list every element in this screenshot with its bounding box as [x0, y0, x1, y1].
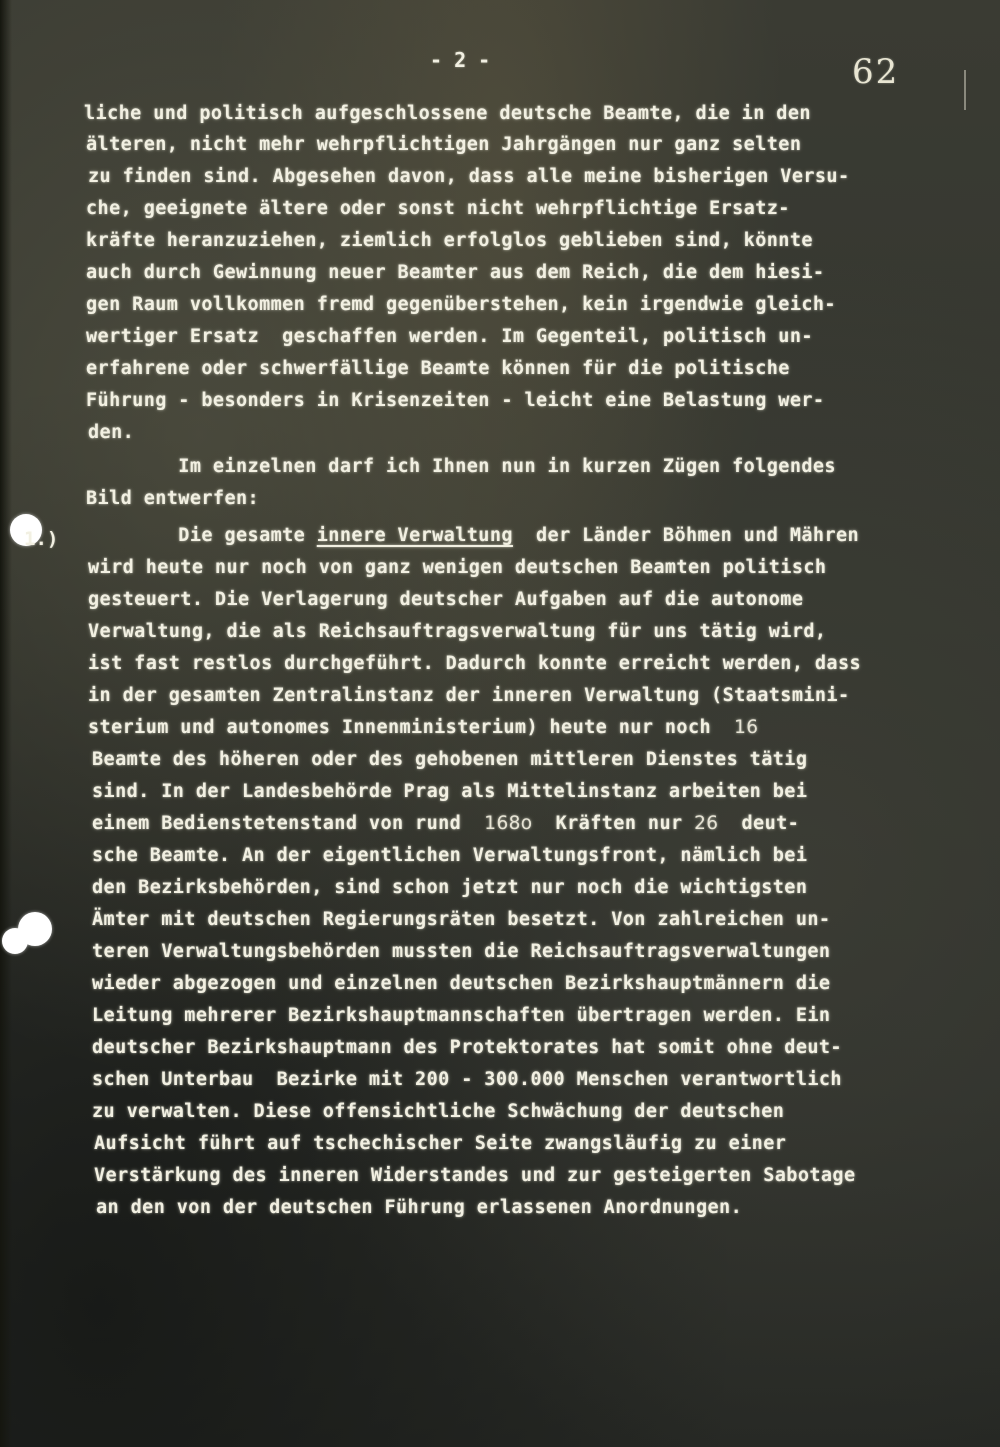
text-segment [533, 813, 556, 834]
text-line: wieder abgezogen und einzelnen deutschen Bezirkshauptmännern die [92, 973, 831, 994]
text-segment: deut- [741, 813, 800, 834]
text-line: Im einzelnen darf ich Ihnen nun in kurzen Zügen folgendes [86, 456, 836, 477]
text-line: ist fast restlos durchgeführt. Dadurch konnte erreicht werden, dass [88, 653, 862, 674]
text-segment: einem Bedienstetenstand von rund [92, 813, 462, 834]
text-line: Aufsicht führt auf tschechischer Seite zwangsläufig zu einer [94, 1133, 787, 1154]
text-line: deutscher Bezirkshauptmann des Protektorates hat somit ohne deut- [92, 1037, 842, 1058]
text-line: wertiger Ersatz geschaffen werden. Im Gegenteil, politisch un- [86, 326, 813, 347]
text-segment [711, 717, 734, 738]
page-edge-shadow [0, 0, 12, 1447]
text-line: sind. In der Landesbehörde Prag als Mittelinstanz arbeiten bei [92, 781, 808, 802]
text-segment: der Länder Böhmen und Mähren [512, 525, 860, 546]
folio-number: 62 [852, 52, 900, 92]
text-line [86, 525, 859, 547]
text-line: Verstärkung des inneren Widerstandes und zur gesteigerten Sabotage [94, 1165, 856, 1186]
punch-hole [2, 928, 28, 954]
page-number: - 2 - [430, 48, 491, 72]
text-line: auch durch Gewinnung neuer Beamter aus dem Reich, die dem hiesi- [86, 262, 825, 283]
text-segment: sterium und autonomes Innenministerium) heute nur noch [88, 717, 712, 738]
text-line: gen Raum vollkommen fremd gegenüberstehen, kein irgendwie gleich- [86, 294, 836, 315]
text-line: Bild entwerfen: [86, 488, 260, 509]
text-line: kräfte heranzuziehen, ziemlich erfolglos geblieben sind, könnte [86, 230, 813, 251]
text-line: Ämter mit deutschen Regierungsräten besetzt. Von zahlreichen un- [92, 909, 831, 930]
text-line: Verwaltung, die als Reichsauftragsverwaltung für uns tätig wird, [88, 621, 827, 642]
text-segment: Kräften nur [555, 813, 695, 834]
text-segment [461, 813, 484, 834]
inserted-number: 16 [734, 717, 759, 738]
text-line: zu verwalten. Diese offensichtliche Schwächung der deutschen [92, 1101, 785, 1122]
text-line: wird heute nur noch von ganz wenigen deutschen Beamten politisch [88, 557, 827, 578]
text-line: che, geeignete ältere oder sonst nicht wehrpflichtige Ersatz- [86, 198, 790, 219]
text-line [88, 717, 758, 739]
scratch-mark [964, 70, 966, 110]
text-line: erfahrene oder schwerfällige Beamte können für die politische [86, 358, 790, 379]
inserted-number: 168o [484, 813, 533, 834]
text-line: Beamte des höheren oder des gehobenen mittleren Dienstes tätig [92, 749, 808, 770]
text-line [92, 813, 799, 835]
text-line: den. [88, 422, 135, 443]
text-line: sche Beamte. An der eigentlichen Verwaltungsfront, nämlich bei [92, 845, 808, 866]
text-line: schen Unterbau Bezirke mit 200 - 300.000 Menschen verantwortlich [92, 1069, 842, 1090]
list-marker: 1.) [24, 528, 59, 550]
text-line: Leitung mehrerer Bezirkshauptmannschaften übertragen werden. Ein [92, 1005, 831, 1026]
text-line: Führung - besonders in Krisenzeiten - leicht eine Belastung wer- [86, 390, 825, 411]
text-line: in der gesamten Zentralinstanz der inneren Verwaltung (Staatsmini- [88, 685, 850, 706]
text-line: teren Verwaltungsbehörden mussten die Reichsauftragsverwaltungen [92, 941, 831, 962]
underlined-term: innere Verwaltung [316, 525, 513, 546]
text-line: den Bezirksbehörden, sind schon jetzt nur noch die wichtigsten [92, 877, 808, 898]
text-segment: Die gesamte [86, 525, 317, 546]
inserted-number: 26 [694, 813, 719, 834]
text-line: älteren, nicht mehr wehrpflichtigen Jahrgängen nur ganz selten [86, 134, 802, 155]
text-line: an den von der deutschen Führung erlassenen Anordnungen. [96, 1197, 743, 1218]
text-segment [718, 813, 741, 834]
text-line: liche und politisch aufgeschlossene deutsche Beamte, die in den [84, 103, 811, 124]
text-line: zu finden sind. Abgesehen davon, dass alle meine bisherigen Versu- [88, 166, 850, 187]
text-line: gesteuert. Die Verlagerung deutscher Aufgaben auf die autonome [88, 589, 804, 610]
